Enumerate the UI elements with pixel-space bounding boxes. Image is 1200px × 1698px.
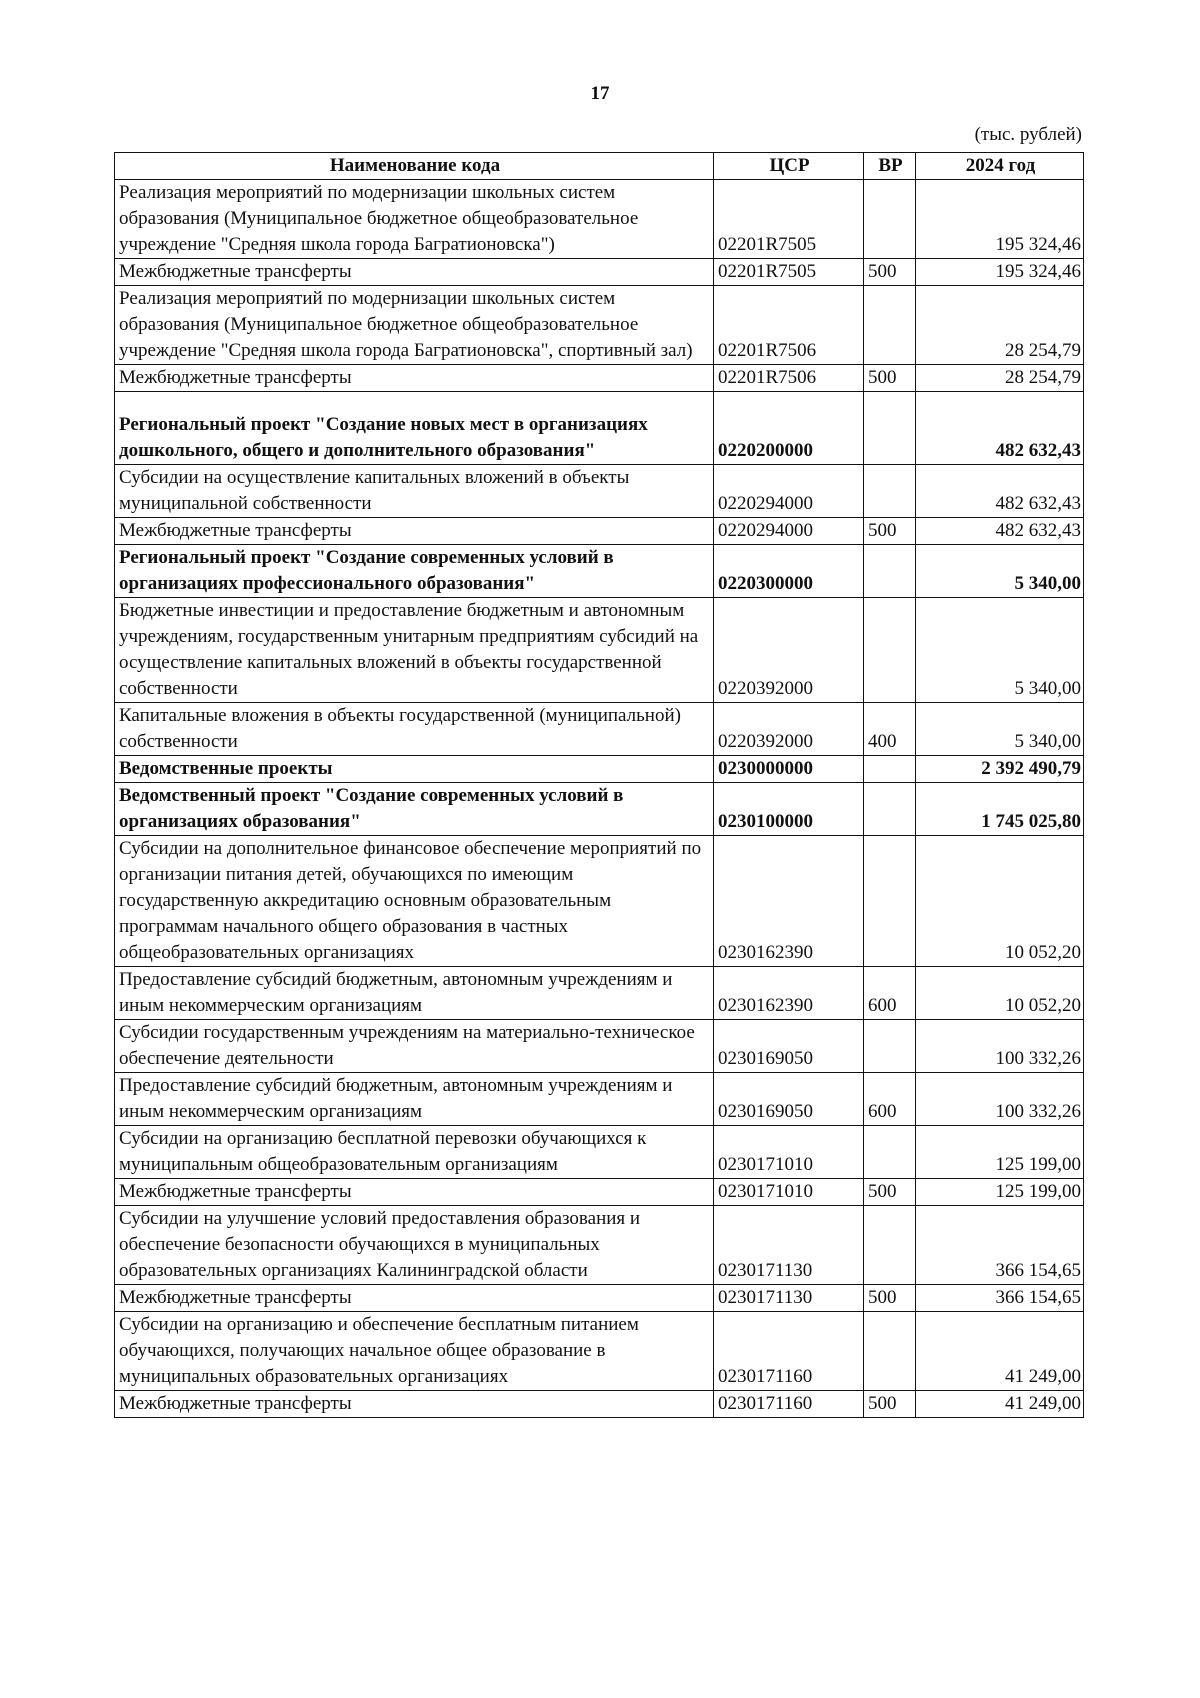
row-name-cell: Субсидии на улучшение условий предоставления образования и обеспечение безопасности обучающихся в муниципальных образовательных организациях Калининградской области — [115, 1206, 714, 1285]
table-row — [115, 703, 1084, 756]
page-number: 17 — [590, 83, 610, 104]
row-vr-cell: 400 — [864, 703, 916, 756]
row-sum-cell: 366 154,65 — [916, 1285, 1084, 1312]
row-name-cell: Субсидии на организацию бесплатной перевозки обучающихся к муниципальным общеобразовательным организациям — [115, 1126, 714, 1179]
row-sum-cell: 5 340,00 — [916, 703, 1084, 756]
table-row — [115, 756, 1084, 783]
table-row — [115, 1073, 1084, 1126]
row-vr-cell — [864, 286, 916, 365]
row-vr-cell — [864, 1312, 916, 1391]
units-label: (тыс. рублей) — [974, 124, 1082, 145]
table-row — [115, 598, 1084, 703]
row-name-cell: Межбюджетные трансферты — [115, 259, 714, 286]
row-csr-cell: 0230100000 — [714, 783, 864, 836]
table-row — [115, 392, 1084, 465]
row-vr-cell — [864, 545, 916, 598]
row-sum-cell: 5 340,00 — [916, 545, 1084, 598]
row-name-cell: Межбюджетные трансферты — [115, 518, 714, 545]
row-vr-cell: 600 — [864, 1073, 916, 1126]
table-row — [115, 545, 1084, 598]
row-vr-cell: 500 — [864, 365, 916, 392]
row-csr-cell: 02201R7506 — [714, 286, 864, 365]
row-sum-cell: 10 052,20 — [916, 836, 1084, 967]
column-header-year: 2024 год — [916, 153, 1084, 180]
table-row — [115, 365, 1084, 392]
table-row — [115, 259, 1084, 286]
row-vr-cell: 500 — [864, 1179, 916, 1206]
row-sum-cell: 1 745 025,80 — [916, 783, 1084, 836]
row-csr-cell: 0220200000 — [714, 392, 864, 465]
table-row — [115, 836, 1084, 967]
row-csr-cell: 0230171130 — [714, 1285, 864, 1312]
row-vr-cell — [864, 180, 916, 259]
row-csr-cell: 0220392000 — [714, 703, 864, 756]
row-vr-cell — [864, 1020, 916, 1073]
row-name-cell: Реализация мероприятий по модернизации школьных систем образования (Муниципальное бюджетное общеобразовательное учреждение "Средняя школа города Багратионовска", спортивный зал) — [115, 286, 714, 365]
row-csr-cell: 0230171130 — [714, 1206, 864, 1285]
row-vr-cell: 500 — [864, 259, 916, 286]
row-name-cell: Ведомственный проект "Создание современных условий в организациях образования" — [115, 783, 714, 836]
row-vr-cell — [864, 465, 916, 518]
row-name-cell: Региональный проект "Создание новых мест в организациях дошкольного, общего и дополнительного образования" — [115, 392, 714, 465]
row-name-cell: Ведомственные проекты — [115, 756, 714, 783]
row-name-cell: Региональный проект "Создание современных условий в организациях профессионального образования" — [115, 545, 714, 598]
table-row — [115, 1179, 1084, 1206]
table-header-row — [115, 153, 1084, 180]
row-csr-cell: 02201R7505 — [714, 180, 864, 259]
row-vr-cell — [864, 836, 916, 967]
row-sum-cell: 100 332,26 — [916, 1073, 1084, 1126]
table-row — [115, 1285, 1084, 1312]
row-name-cell: Бюджетные инвестиции и предоставление бюджетным и автономным учреждениям, государственным унитарным предприятиям субсидий на осуществление капитальных вложений в объекты государственной собственности — [115, 598, 714, 703]
row-vr-cell: 600 — [864, 967, 916, 1020]
row-name-cell: Межбюджетные трансферты — [115, 1391, 714, 1418]
row-vr-cell: 500 — [864, 1285, 916, 1312]
row-vr-cell: 500 — [864, 1391, 916, 1418]
row-name-cell: Субсидии на дополнительное финансовое обеспечение мероприятий по организации питания детей, обучающихся по имеющим государственную аккредитацию основным образовательным программам начального общего образования в частных общеобразовательных организациях — [115, 836, 714, 967]
row-sum-cell: 100 332,26 — [916, 1020, 1084, 1073]
table-row — [115, 1126, 1084, 1179]
column-header-csr: ЦСР — [714, 153, 864, 180]
table-row — [115, 1020, 1084, 1073]
row-csr-cell: 0230169050 — [714, 1073, 864, 1126]
table-row — [115, 1391, 1084, 1418]
row-sum-cell: 482 632,43 — [916, 465, 1084, 518]
table-row — [115, 1206, 1084, 1285]
row-vr-cell — [864, 1206, 916, 1285]
row-sum-cell: 10 052,20 — [916, 967, 1084, 1020]
row-name-cell: Реализация мероприятий по модернизации школьных систем образования (Муниципальное бюджетное общеобразовательное учреждение "Средняя школа города Багратионовска") — [115, 180, 714, 259]
row-name-cell: Предоставление субсидий бюджетным, автономным учреждениям и иным некоммерческим организациям — [115, 1073, 714, 1126]
row-csr-cell: 0230171010 — [714, 1126, 864, 1179]
row-vr-cell — [864, 756, 916, 783]
row-csr-cell: 0220294000 — [714, 465, 864, 518]
row-sum-cell: 482 632,43 — [916, 392, 1084, 465]
row-name-cell: Субсидии на организацию и обеспечение бесплатным питанием обучающихся, получающих начальное общее образование в муниципальных образовательных организациях — [115, 1312, 714, 1391]
row-sum-cell: 366 154,65 — [916, 1206, 1084, 1285]
row-sum-cell: 28 254,79 — [916, 365, 1084, 392]
table-row — [115, 286, 1084, 365]
row-vr-cell — [864, 392, 916, 465]
row-csr-cell: 0220294000 — [714, 518, 864, 545]
row-csr-cell: 0230171010 — [714, 1179, 864, 1206]
row-csr-cell: 0230162390 — [714, 836, 864, 967]
row-name-cell: Межбюджетные трансферты — [115, 1179, 714, 1206]
row-sum-cell: 125 199,00 — [916, 1179, 1084, 1206]
table-row — [115, 1312, 1084, 1391]
row-name-cell: Субсидии государственным учреждениям на материально-техническое обеспечение деятельности — [115, 1020, 714, 1073]
row-name-cell: Капитальные вложения в объекты государственной (муниципальной) собственности — [115, 703, 714, 756]
row-sum-cell: 41 249,00 — [916, 1391, 1084, 1418]
row-csr-cell: 02201R7506 — [714, 365, 864, 392]
row-csr-cell: 02201R7505 — [714, 259, 864, 286]
row-sum-cell: 41 249,00 — [916, 1312, 1084, 1391]
row-sum-cell: 195 324,46 — [916, 180, 1084, 259]
table-row — [115, 518, 1084, 545]
row-name-cell: Межбюджетные трансферты — [115, 365, 714, 392]
column-header-vr: ВР — [864, 153, 916, 180]
row-sum-cell: 28 254,79 — [916, 286, 1084, 365]
row-csr-cell: 0220392000 — [714, 598, 864, 703]
column-header-name: Наименование кода — [115, 153, 714, 180]
table-row — [115, 967, 1084, 1020]
row-name-cell: Межбюджетные трансферты — [115, 1285, 714, 1312]
row-sum-cell: 125 199,00 — [916, 1126, 1084, 1179]
row-name-cell: Предоставление субсидий бюджетным, автономным учреждениям и иным некоммерческим организациям — [115, 967, 714, 1020]
table-row — [115, 180, 1084, 259]
row-sum-cell: 2 392 490,79 — [916, 756, 1084, 783]
row-vr-cell: 500 — [864, 518, 916, 545]
row-name-cell: Субсидии на осуществление капитальных вложений в объекты муниципальной собственности — [115, 465, 714, 518]
row-sum-cell: 482 632,43 — [916, 518, 1084, 545]
row-sum-cell: 5 340,00 — [916, 598, 1084, 703]
row-sum-cell: 195 324,46 — [916, 259, 1084, 286]
row-csr-cell: 0220300000 — [714, 545, 864, 598]
row-csr-cell: 0230169050 — [714, 1020, 864, 1073]
row-vr-cell — [864, 598, 916, 703]
table-row — [115, 783, 1084, 836]
budget-table — [114, 152, 1084, 1418]
row-csr-cell: 0230171160 — [714, 1391, 864, 1418]
row-csr-cell: 0230000000 — [714, 756, 864, 783]
row-csr-cell: 0230162390 — [714, 967, 864, 1020]
row-vr-cell — [864, 783, 916, 836]
row-vr-cell — [864, 1126, 916, 1179]
row-csr-cell: 0230171160 — [714, 1312, 864, 1391]
table-row — [115, 465, 1084, 518]
